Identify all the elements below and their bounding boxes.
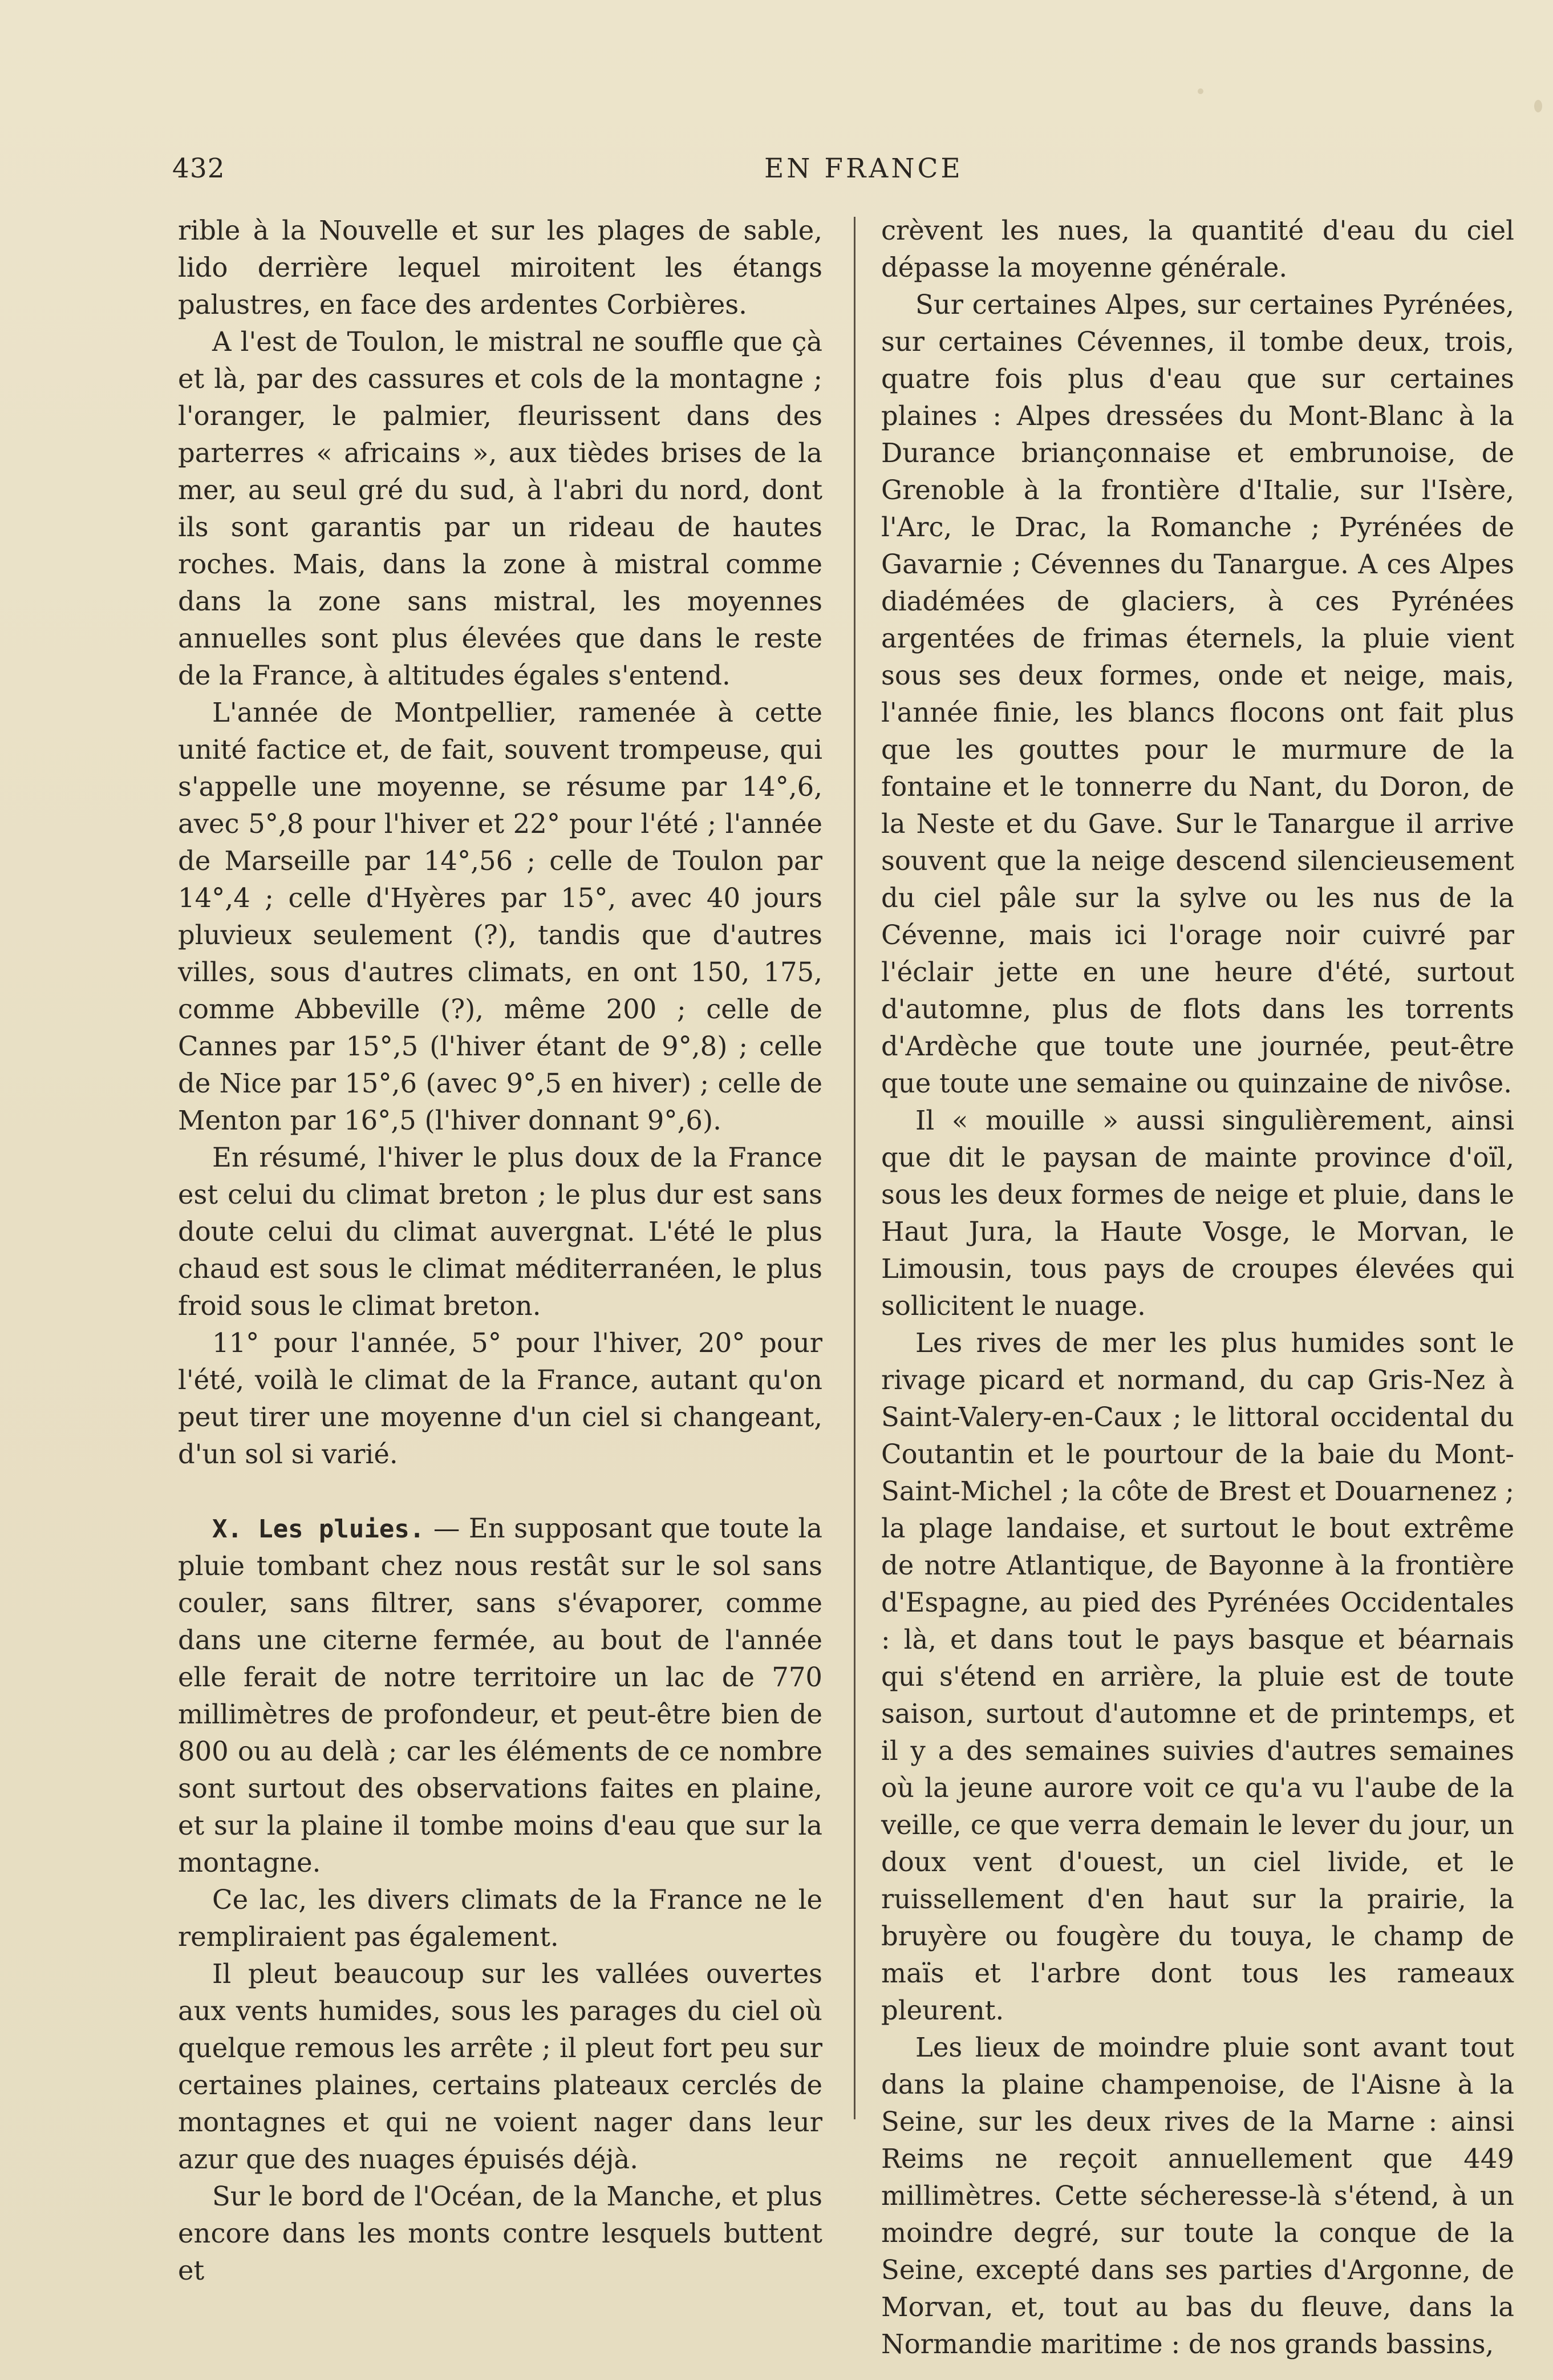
running-head: EN FRANCE — [764, 153, 963, 184]
paragraph: A l'est de Toulon, le mistral ne souffle que çà et là, par des cassures et cols de la montagne ; l'oranger, le palmier, fleurissent dans des parterres « africains », aux tièdes brises de la mer, au seul gré du sud, à l'abri du nord, dont ils sont garantis par un rideau de hautes roches. Mais, dans la zone à mistral comme dans la zone sans mistral, les moyennes annuelles sont plus élevées que dans le reste de la France, à altitudes égales s'entend. — [178, 326, 822, 691]
section-title: X. Les pluies. — [212, 1515, 425, 1544]
paragraph: Il « mouille » aussi singulièrement, ainsi que dit le paysan de mainte province d'oïl, sous les deux formes de neige et pluie, dans le Haut Jura, la Haute Vosge, le Morvan, le Limousin, tous pays de croupes élevées qui sollicitent le nuage. — [881, 1105, 1514, 1321]
paragraph: En résumé, l'hiver le plus doux de la France est celui du climat breton ; le plus dur est sans doute celui du climat auvergnat. L'été le plus chaud est sous le climat méditerranéen, le plus froid sous le climat breton. — [178, 1142, 822, 1321]
section-text: — En supposant que toute la pluie tombant chez nous restât sur le sol sans couler, sans filtrer, sans s'évaporer, comme dans une citerne fermée, au bout de l'année elle ferait de notre territoire un lac de 770 millimètres de profondeur, et peut-être bien de 800 ou au delà ; car les éléments de ce nombre sont surtout des observations faites en plaine, et sur la plaine il tombe moins d'eau que sur la montagne. — [178, 1513, 822, 1878]
paragraph: Sur certaines Alpes, sur certaines Pyrénées, sur certaines Cévennes, il tombe deux, trois, quatre fois plus d'eau que sur certaines plaines : Alpes dressées du Mont-Blanc à la Durance briançonnaise et embrunoise, de Grenoble à la frontière d'Italie, sur l'Isère, l'Arc, le Drac, la Romanche ; Pyrénées de Gavarnie ; Cévennes du Tanargue. A ces Alpes diadémées de glaciers, à ces Pyrénées argentées de frimas éternels, la pluie vient sous ses deux formes, onde et neige, mais, l'année finie, les blancs flocons ont fait plus que les gouttes pour le murmure de la fontaine et le tonnerre du Nant, du Doron, de la Neste et du Gave. Sur le Tanargue il arrive souvent que la neige descend silencieusement du ciel pâle sur la sylve ou les nus de la Cévenne, mais ici l'orage noir cuivré par l'éclair jette en une heure d'été, surtout d'automne, plus de flots dans les torrents d'Ardèche que toute une journée, peut-être que toute une semaine ou quinzaine de nivôse. — [881, 289, 1514, 1099]
paper-stain — [1198, 88, 1203, 94]
section-paragraph — [178, 1510, 822, 1881]
paragraph: Sur le bord de l'Océan, de la Manche, et plus encore dans les monts contre lesquels buttent et — [178, 2181, 822, 2286]
paragraph: Ce lac, les divers climats de la France ne le rempliraient pas également. — [178, 1884, 822, 1952]
left-column — [178, 212, 822, 2289]
paragraph: 11° pour l'année, 5° pour l'hiver, 20° pour l'été, voilà le climat de la France, autant qu'on peut tirer une moyenne d'un ciel si changeant, d'un sol si varié. — [178, 1327, 822, 1470]
page-number: 432 — [172, 153, 225, 184]
paragraph: rible à la Nouvelle et sur les plages de sable, lido derrière lequel miroitent les étangs palustres, en face des ardentes Corbières. — [178, 215, 822, 320]
right-column — [881, 212, 1514, 2363]
paper-stain — [1534, 100, 1542, 112]
paragraph: Les rives de mer les plus humides sont le rivage picard et normand, du cap Gris-Nez à Saint-Valery-en-Caux ; le littoral occidental du Coutantin et le pourtour de la baie du Mont-Saint-Michel ; la côte de Brest et Douarnenez ; la plage landaise, et surtout le bout extrême de notre Atlantique, de Bayonne à la frontière d'Espagne, au pied des Pyrénées Occidentales : là, et dans tout le pays basque et béarnais qui s'étend en arrière, la pluie est de toute saison, surtout d'automne et de printemps, et il y a des semaines suivies d'autres semaines où la jeune aurore voit ce qu'a vu l'aube de la veille, ce que verra demain le lever du jour, un doux vent d'ouest, un ciel livide, et le ruissellement d'en haut sur la prairie, la bruyère ou fougère du touya, le champ de maïs et l'arbre dont tous les rameaux pleurent. — [881, 1327, 1514, 2026]
column-divider — [854, 217, 855, 2119]
paragraph: crèvent les nues, la quantité d'eau du ciel dépasse la moyenne générale. — [881, 215, 1514, 283]
paragraph: L'année de Montpellier, ramenée à cette unité factice et, de fait, souvent trompeuse, qui s'appelle une moyenne, se résume par 14°,6, avec 5°,8 pour l'hiver et 22° pour l'été ; l'année de Marseille par 14°,56 ; celle de Toulon par 14°,4 ; celle d'Hyères par 15°, avec 40 jours pluvieux seulement (?), tandis que d'autres villes, sous d'autres climats, en ont 150, 175, comme Abbeville (?), même 200 ; celle de Cannes par 15°,5 (l'hiver étant de 9°,8) ; celle de Nice par 15°,6 (avec 9°,5 en hiver) ; celle de Menton par 16°,5 (l'hiver donnant 9°,6). — [178, 697, 822, 1136]
page-header — [0, 153, 1553, 187]
paragraph: Les lieux de moindre pluie sont avant tout dans la plaine champenoise, de l'Aisne à la Seine, sur les deux rives de la Marne : ainsi Reims ne reçoit annuellement que 449 millimètres. Cette sécheresse-là s'étend, à un moindre degré, sur toute la conque de la Seine, excepté dans ses parties d'Argonne, de Morvan, et, tout au bas du fleuve, dans la Normandie maritime : de nos grands bassins, — [881, 2032, 1514, 2359]
paragraph: Il pleut beaucoup sur les vallées ouvertes aux vents humides, sous les parages du ciel où quelque remous les arrête ; il pleut fort peu sur certaines plaines, certains plateaux cerclés de montagnes et qui ne voient nager dans leur azur que des nuages épuisés déjà. — [178, 1958, 822, 2175]
